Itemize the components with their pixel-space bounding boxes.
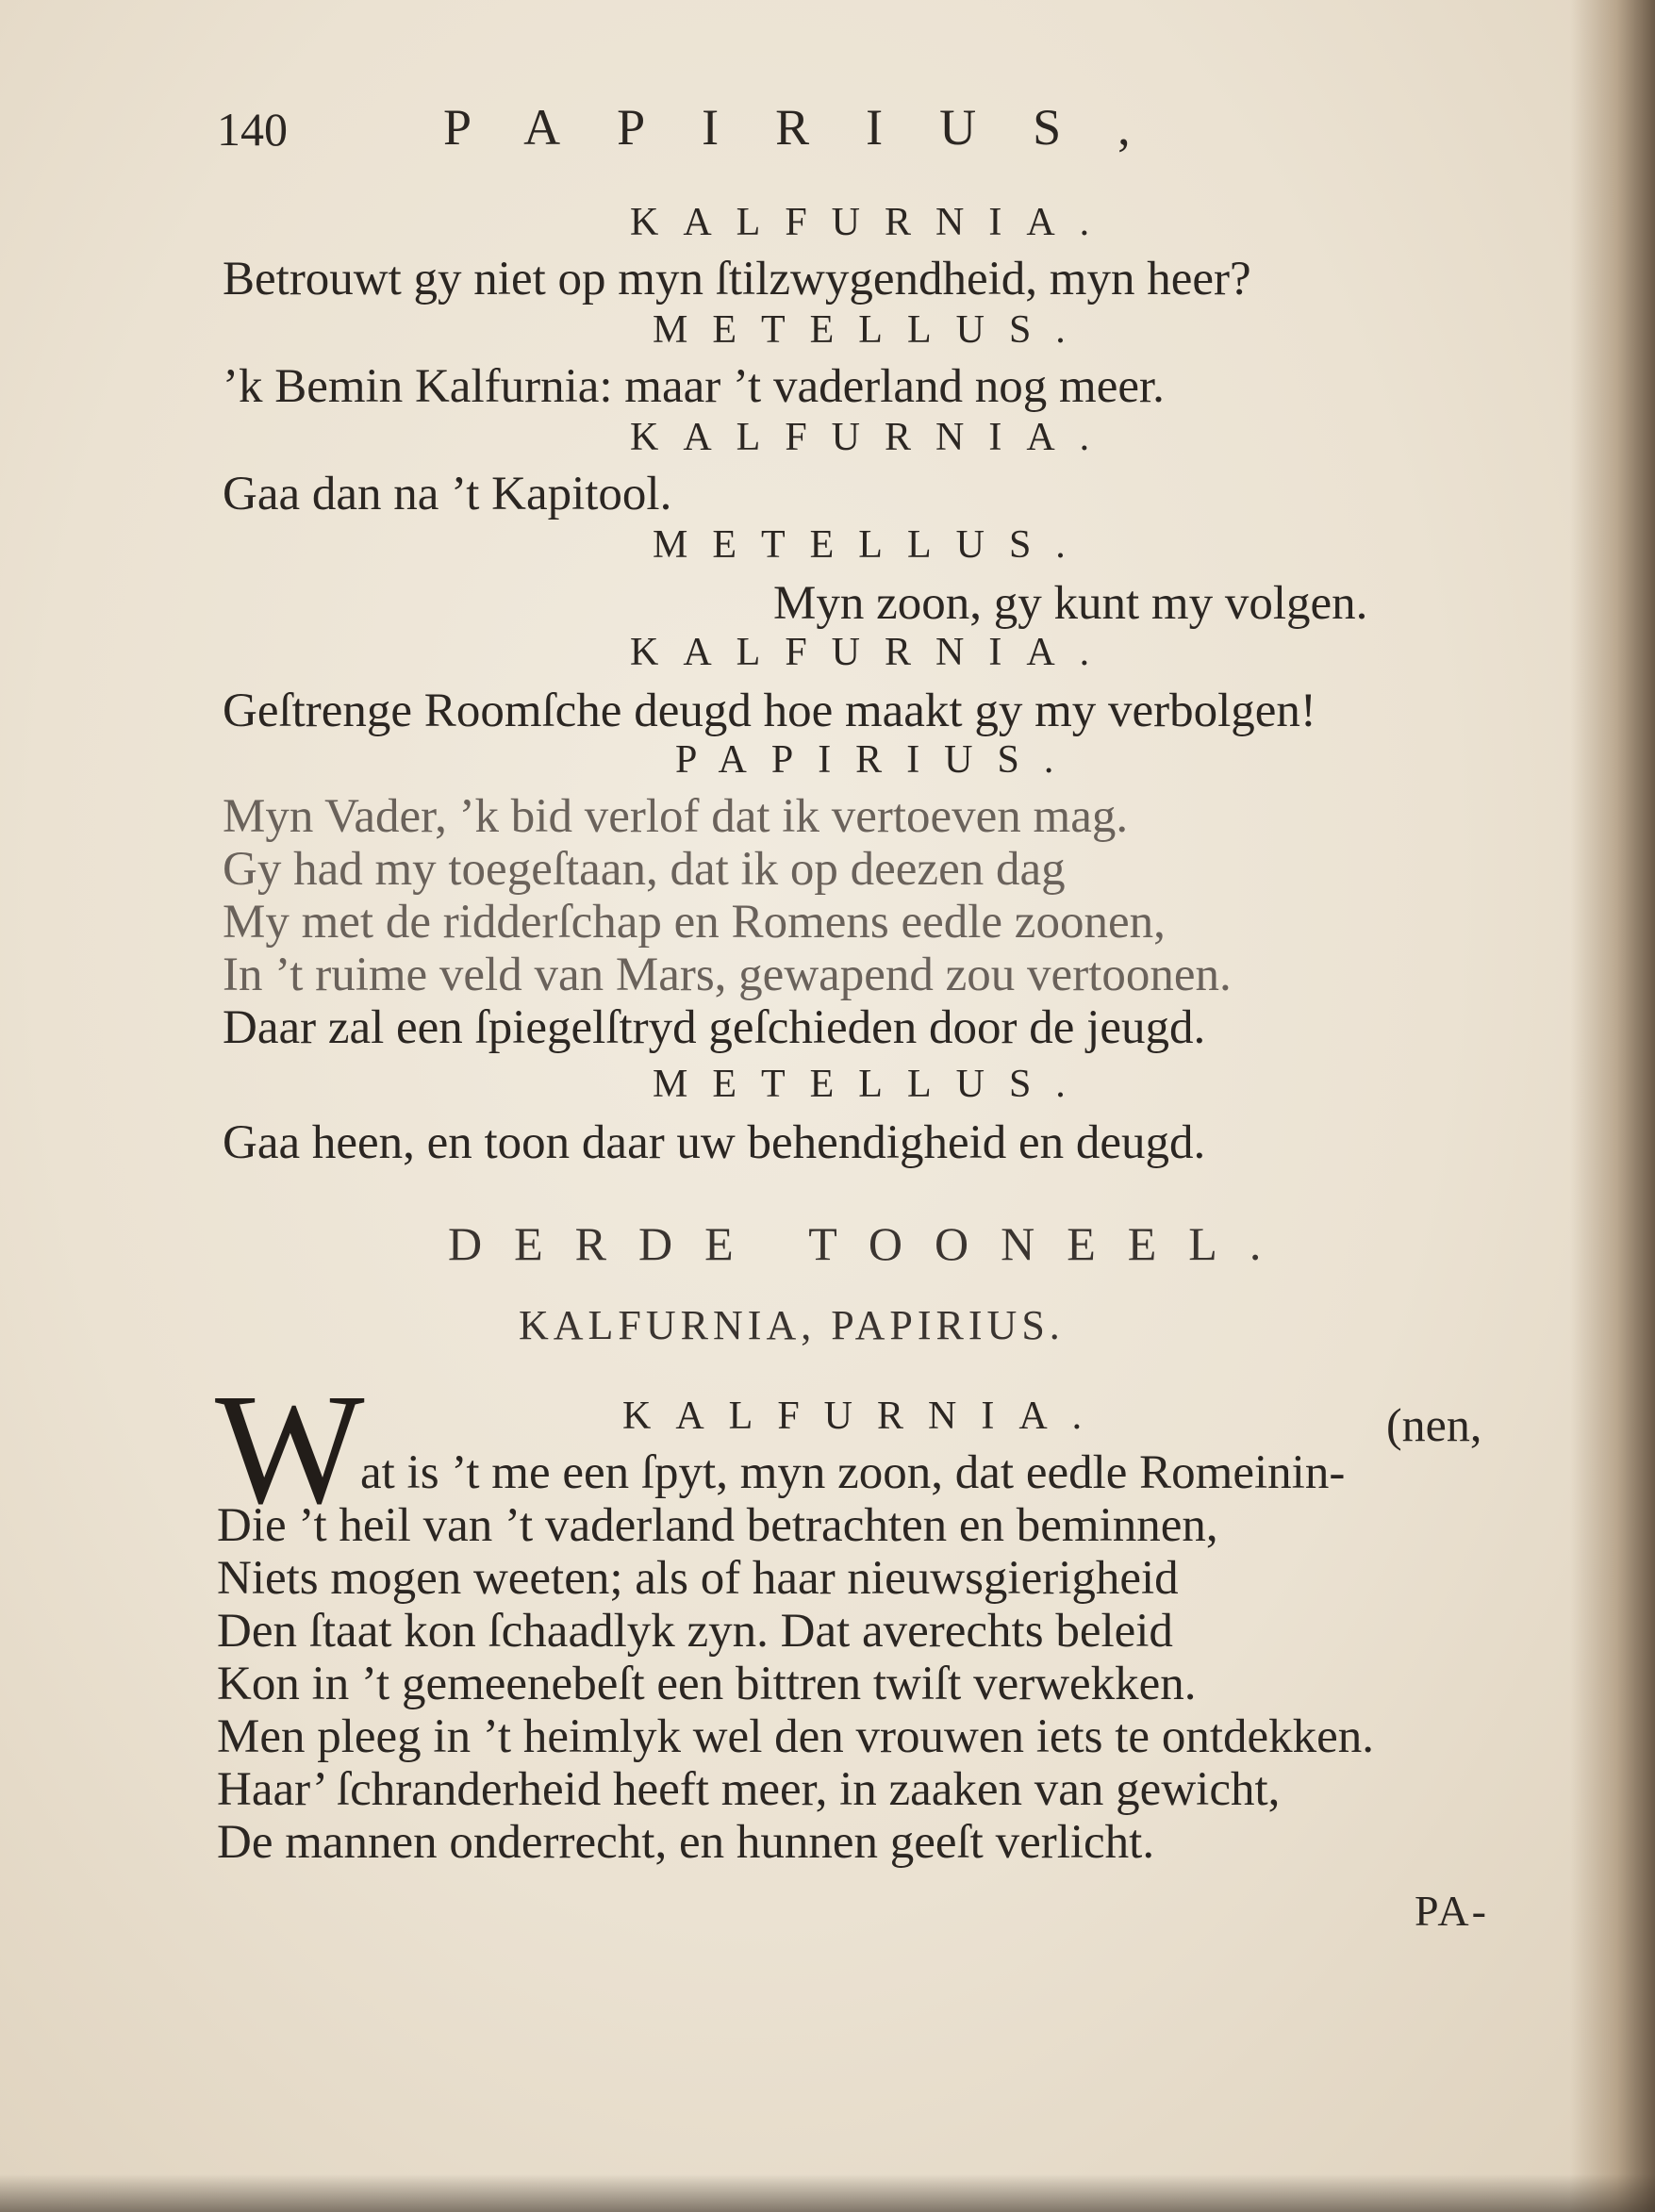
speaker-heading: METELLUS. [653,1063,1090,1106]
running-head-title: PAPIRIUS, [443,99,1187,156]
verse-line: Men pleeg in ’t heimlyk wel den vrouwen iets te ontdekken. [217,1710,1375,1763]
verse-line: at is ’t me een ſpyt, myn zoon, dat eedle Romeinin- [360,1446,1346,1499]
turnover-fragment: (nen, [1386,1398,1482,1451]
verse-line: Daar zal een ſpiegelſtryd geſchieden door de jeugd. [223,1001,1206,1054]
verse-line: In ’t ruime veld van Mars, gewapend zou vertoonen. [223,949,1232,1001]
speaker-heading: KALFURNIA. [630,416,1115,459]
verse-line: Die ’t heil van ’t vaderland betrachten en beminnen, [217,1499,1218,1552]
page-number: 140 [217,103,288,156]
scene-cast: KALFURNIA, PAPIRIUS. [519,1302,1065,1348]
speaker-heading: KALFURNIA. [622,1395,1107,1438]
verse-line: Myn zoon, gy kunt my volgen. [773,577,1368,630]
speaker-heading: METELLUS. [653,523,1090,567]
verse-line: Kon in ’t gemeenebeſt een bittren twiſt verwekken. [217,1658,1197,1710]
page-bottom-shadow [0,2174,1655,2212]
verse-line: Gaa heen, en toon daar uw behendigheid en deugd. [223,1116,1206,1169]
speaker-heading: METELLUS. [653,308,1090,352]
drop-cap: W [215,1362,365,1537]
verse-line: Niets mogen weeten; als of haar nieuwsgierigheid [217,1552,1179,1605]
verse-line: Gaa dan na ’t Kapitool. [223,468,672,520]
verse-line: ’k Bemin Kalfurnia: maar ’t vaderland nog meer. [223,360,1165,413]
speaker-heading: KALFURNIA. [630,201,1115,244]
verse-line: Geſtrenge Roomſche deugd hoe maakt gy my verbolgen! [223,685,1316,737]
verse-line: Den ſtaat kon ſchaadlyk zyn. Dat averechts beleid [217,1605,1173,1658]
verse-line: Gy had my toegeſtaan, dat ik op deezen dag [223,843,1066,896]
speaker-heading: PAPIRIUS. [675,738,1079,782]
verse-line: My met de ridderſchap en Romens eedle zoonen, [223,896,1166,949]
speaker-heading: KALFURNIA. [630,631,1115,674]
verse-line: Haar’ ſchranderheid heeft meer, in zaaken van gewicht, [217,1763,1281,1816]
verse-line: Betrouwt gy niet op myn ſtilzwygendheid, myn heer? [223,253,1251,305]
scene-title: DERDE TOONEEL. [448,1217,1294,1270]
verse-line: Myn Vader, ’k bid verlof dat ik vertoeven mag. [223,790,1129,843]
catchword: PA- [1415,1887,1489,1935]
page-edge-shadow [1570,0,1655,2212]
verse-line: De mannen onderrecht, en hunnen geeſt verlicht. [217,1816,1155,1869]
